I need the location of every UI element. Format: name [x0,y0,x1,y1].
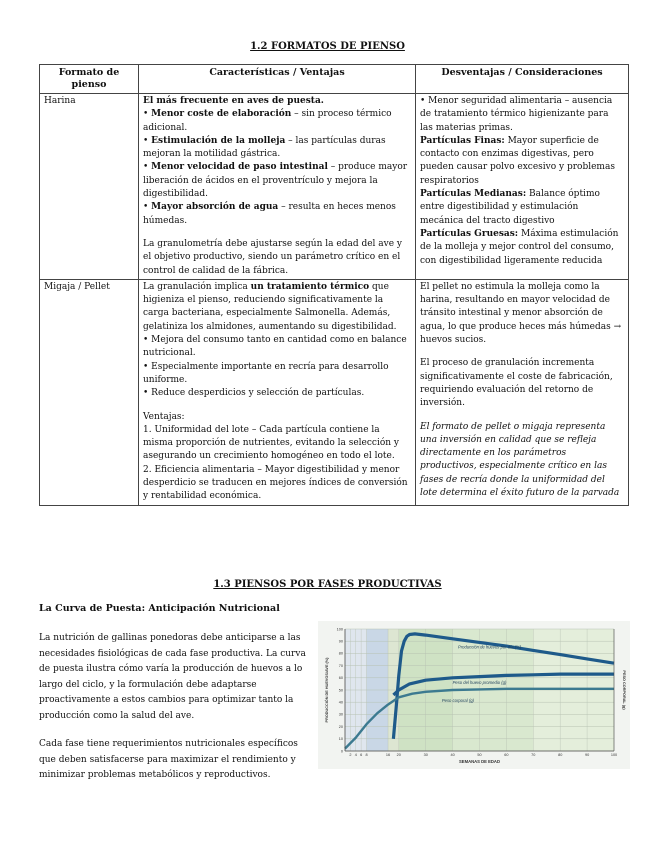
y-tick-label: 70 [338,663,343,668]
x-tick-label: 50 [477,753,482,757]
advantages-cell [139,279,416,505]
harina-note: La granulometría debe ajustarse según la edad del ave y el objetivo productivo, siendo un parámetro crítico en el control de calidad de la fábrica. [143,238,402,276]
x-tick-label: 80 [558,753,563,757]
harina-point: • Estimulación de la molleja – las partículas duras mejoran la motilidad gástrica. [143,135,386,160]
table-header-row [40,65,629,94]
header-advantages: Características / Ventajas [139,65,416,94]
y-tick-label: 80 [338,651,343,656]
pellet-point: • Especialmente importante en recría para desarrollo uniforme. [143,361,389,385]
x-tick-label: 40 [450,753,455,757]
particle-item: Partículas Finas: Mayor superficie de contacto con enzimas digestivas, pero pueden causar polvo excesivo y problemas respiratorios [420,135,615,186]
pellet-intro: La granulación implica un tratamiento térmico que higieniza el pienso, reduciendo significativamente la carga bacteriana, especialmente Salmonella. Además, gelatiniza los almidones, aumentando su digestibilidad. [143,281,397,332]
section-title-formatos: 1.2 FORMATOS DE PIENSO [250,41,405,52]
pellet-point: • Reduce desperdicios y selección de partículas. [143,388,365,399]
ventaja-item: 1. Uniformidad del lote – Cada partícula contiene la misma proporción de nutrientes, evitando la selección y asegurando un crecimiento homogéneo en todo el lote. [143,424,399,462]
y-tick-label: 40 [338,700,343,705]
x-tick-label: 30 [423,753,428,757]
x-tick-label: 90 [584,753,590,757]
table-row-harina [40,94,629,280]
y-tick-label: 50 [338,688,343,693]
x-tick-label: 2 [349,753,352,757]
y-axis-title: PRODUCCIÓN DE HUEVOS/AVE (%) [325,657,329,723]
x-tick-label: 16 [385,753,391,757]
pellet-cost-note: El proceso de granulación incrementa significativamente el coste de fabricación, requiriendo evaluación del retorno de inversión. [420,358,613,409]
table-row-pellet [40,279,629,505]
x-tick-label: 70 [531,753,536,757]
advantages-cell [139,94,416,280]
harina-disadvantage: • Menor seguridad alimentaria – ausencia de tratamiento térmico higienizante para las materias primas. [420,96,613,133]
series-label: Peso corporal (g) [441,698,474,704]
y-tick-label: 0 [340,749,343,754]
ventajas-label: Ventajas: [143,411,185,422]
y-tick-label: 60 [338,676,343,681]
paragraph-phases: Cada fase tiene requerimientos nutricionales específicos que deben satisfacerse para maximizar el rendimiento y minimizar problemas metabólicos y reproductivos. [39,739,298,780]
particle-item: Partículas Medianas: Balance óptimo entre digestibilidad y estimulación mecánica del tracto digestivo [420,189,600,226]
ventaja-item: 2. Eficiencia alimentaria – Mayor digestibilidad y menor desperdicio se traducen en mejores índices de conversión y rentabilidad económica. [143,464,408,502]
y-tick-label: 100 [336,627,343,632]
y-tick-label: 90 [338,639,343,644]
harina-point: • Mayor absorción de agua – resulta en heces menos húmedas. [143,202,396,226]
header-format: Formato de pienso [40,65,139,94]
series-label: Peso del huevo promedio (g) [452,679,507,685]
x-tick-label: 6 [360,753,363,757]
particle-item: Partículas Gruesas: Máxima estimulación de la molleja y mejor control del consumo, con digestibilidad ligeramente reducida [420,228,619,266]
laying-curve-chart [318,621,630,769]
series-label: Producción de huevos por día (%) [457,644,522,650]
harina-point: • Menor coste de elaboración – sin proceso térmico adicional. [143,109,392,133]
harina-point: • Menor velocidad de paso intestinal – produce mayor liberación de ácidos en el proventrículo y mejora la digestibilidad. [143,162,408,200]
disadvantages-cell [416,279,629,505]
pellet-disadvantage: El pellet no estimula la molleja como la harina, resultando en mayor velocidad de tránsito intestinal y menor absorción de agua, lo que produce heces más húmedas → huevos sucios. [420,281,622,346]
x-tick-label: 100 [610,753,618,757]
paragraph-intro: La nutrición de gallinas ponedoras debe anticiparse a las necesidades fisiológicas de cada fase productiva. La curva de puesta ilustra cómo varía la producción de huevos a lo largo del ciclo, y la formulación debe adaptarse proactivamente a estos cambios para optimizar tanto la producción como la salud del ave. [39,633,306,721]
y-axis-right-title: PESO CORPORAL (g) [622,670,626,710]
disadvantages-cell [416,94,629,280]
x-tick-label: 60 [504,753,509,757]
section-title-fases: 1.3 PIENSOS POR FASES PRODUCTIVAS [213,579,442,590]
x-tick-label: 20 [396,753,401,757]
pellet-point: • Mejora del consumo tanto en cantidad como en balance nutricional. [143,335,407,359]
y-tick-label: 20 [338,724,343,729]
harina-intro: El más frecuente en aves de puesta. [143,96,324,106]
header-disadvantages: Desventajas / Consideraciones [416,65,629,94]
subtitle-curva-puesta: La Curva de Puesta: Anticipación Nutricional [39,603,280,614]
formats-table [39,64,629,506]
y-tick-label: 30 [338,712,343,717]
format-cell: Migaja / Pellet [40,279,139,505]
format-cell: Harina [40,94,139,280]
pellet-investment-note: El formato de pellet o migaja representa una inversión en calidad que se refleja directamente en los parámetros productivos, especialmente crítico en las fases de recría donde la uniformidad del lote determina el éxito futuro de la parvada [420,421,620,499]
x-tick-label: 4 [354,753,357,757]
y-tick-label: 10 [338,737,343,742]
x-tick-label: 8 [365,753,368,757]
x-axis-title: SEMANAS DE EDAD [459,759,500,764]
